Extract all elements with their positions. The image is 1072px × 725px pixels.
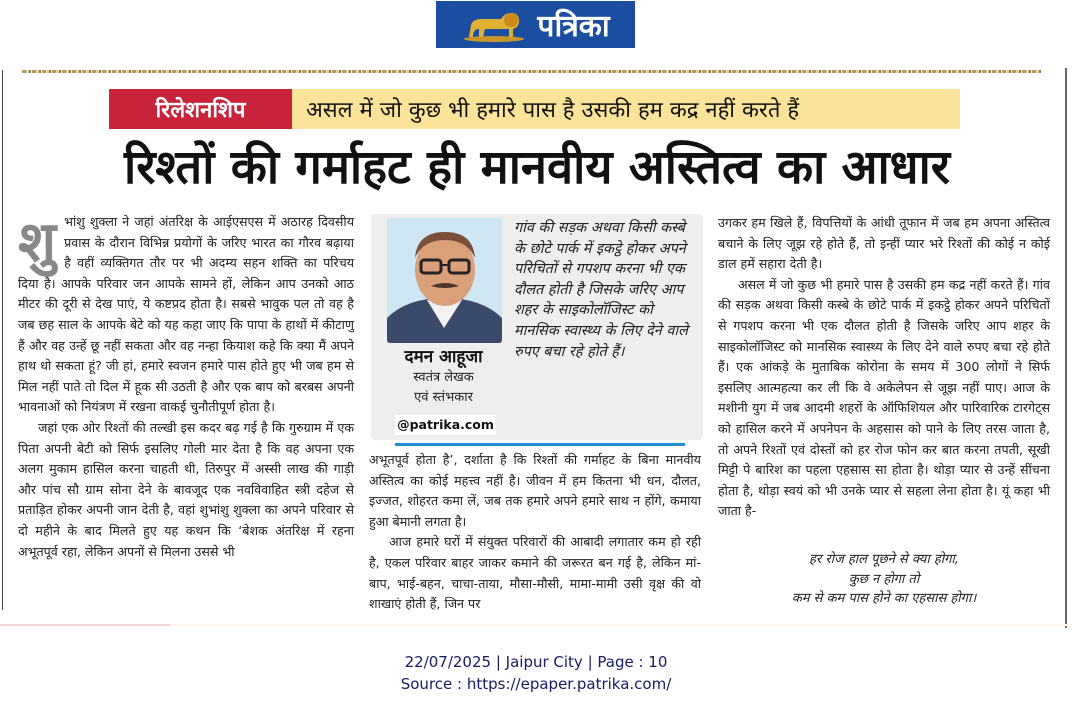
kicker-text: असल में जो कुछ भी हमारे पास है उसकी हम कद्र नहीं करते हैं — [292, 89, 960, 129]
source-link[interactable]: Source : https://epaper.patrika.com/ — [400, 675, 672, 693]
author-box — [371, 214, 703, 440]
poem — [718, 550, 1050, 609]
author-photo — [387, 218, 502, 343]
paragraph: अभूतपूर्व होता है’, दर्शाता है कि रिश्तों की गर्माहट के बिना मानवीय अस्तित्व का कोई महत्त्व नहीं है। जीवन में हम कितना भी धन, दौलत, इज्जत, शोहरत कमा लें, जब तक हमारे अपने हमारे साथ न होंगे, कमाया हुआ बेमानी लगता है। — [369, 452, 701, 529]
decorative-rule — [22, 70, 1042, 73]
page-border-right — [1065, 68, 1067, 628]
paragraph: असल में जो कुछ भी हमारे पास है उसकी हम कद्र नहीं करते हैं। गांव की सड़क अथवा किसी कस्बे के छोटे पार्क में इकट्ठे होकर अपने परिचितों से गपशप करना भी एक दौलत होती है जिसके जरिए आप शहर के साइकोलॉजिस्ट को मानसिक स्वास्थ्य के लिए देने वाले रुपए बचा रहे होते हैं। एक आंकड़े के मुताबिक कोरोना के समय में 300 लोगों ने सिर्फ इसलिए आत्महत्या कर ली कि वे अकेलेपन से जूझ नहीं पाए। आज के मशीनी युग में जब आदमी शहरों के ऑफिशियल और पारिवारिक टारगेट्स को हासिल करने में अपनेपन के अहसास को पाने के लिए तरस जाता है, तो अपने रिश्तों एवं दोस्तों को हर रोज फोन कर बात करना तपती, सूखी मिट्टी पे बारिश का पहला एहसास सा होता है। थोड़ा प्यार से उन्हें सींचना होता है, थोड़ा स्वयं को भी उनके प्यार से सहला लेना होता है। यूं कहा भी जाता है- — [718, 276, 1050, 519]
page-border-left — [2, 70, 3, 610]
pull-quote: गांव की सड़क अथवा किसी कस्बे के छोटे पार्क में इकट्ठे होकर अपने परिचितों से गपशप करना भी एक दौलत होती है जिसके जरिए आप शहर के साइकोलॉजिस्ट को मानसिक स्वास्थ्य के लिए देने वाले रुपए बचा रहे होते हैं। — [514, 220, 688, 360]
headline: रिश्तों की गर्माहट ही मानवीय अस्तित्व का आधार — [124, 140, 950, 195]
author-role-line: स्वतंत्र लेखक — [413, 370, 474, 385]
kicker-bar — [109, 89, 960, 129]
logo-text: पत्रिका — [537, 9, 610, 44]
section-tag: रिलेशनशिप — [109, 89, 292, 129]
pull-quote-rule — [395, 443, 685, 446]
paragraph: भांशु शुक्ला ने जहां अंतरिक्ष के आईएसएस में अठारह दिवसीय प्रवास के दौरान विभिन्न प्रयोगों के जरिए भारत का गौरव बढ़ाया है वहीं व्यक्तिगत तौर पर भी अदम्य सहन शक्ति का परिचय दिया है। आपके परिवार जन आपके सामने हों, लेकिन आप उनको आठ मीटर की दूरी से देख पाएं, ये कष्टप्रद होता है। सबसे भावुक पल तो वह है जब छह साल के आपके बेटे को यह कहा जाए कि पापा के हाथों में कीटाणु हैं और वह उन्हें छू नहीं सकता और वह नन्हा कियाश कहे कि क्या मैं अपने हाथ धो सकता हूं? जी हां, हमारे स्वजन हमारे पास होते हुए भी जब हम से मिल नहीं पाते तो दिल में हूक सी उठती है और एक बाप को बरबस अपनी भावनाओं को नियंत्रण में रखना वाकई चुनौतीपूर्ण होता है। — [18, 214, 354, 415]
author-role-line: एवं स्तंभकार — [414, 390, 473, 405]
portrait-icon — [387, 218, 502, 343]
dropcap: शु — [18, 210, 57, 275]
paragraph: आज हमारे घरों में संयुक्त परिवारों की आबादी लगातार कम हो रही है, एकल परिवार बाहर जाकर कमाने की जरूरत बन गई है, लेकिन मां-बाप, भाई-बहन, चाचा-ताया, मौसा-मौसी, मामा-मामी उसी वृक्ष की वो शाखाएं होती हैं, जिन पर — [369, 534, 701, 612]
poem-line: कुछ न होगा तो — [848, 571, 920, 587]
source-footer — [0, 651, 1072, 695]
author-role — [381, 368, 506, 408]
author-name: दमन आहूजा — [404, 347, 483, 367]
paragraph: उगकर हम खिले हैं, विपत्तियों के आंधी तूफान में जब हम अपना अस्तित्व बचाने के लिए जूझ रहे होते हैं, तो इन्हीं प्यार भरे रिश्तों की कोई न कोई डाल हमें सहारा देती है। — [718, 215, 1050, 272]
publication-info: 22/07/2025 | Jaipur City | Page : 10 — [404, 653, 668, 671]
author-handle: @patrika.com — [395, 415, 496, 435]
poem-line: कम से कम पास होने का एहसास होगा। — [791, 591, 977, 606]
paragraph: जहां एक ओर रिश्तों की तल्खी इस कदर बढ़ गई है कि गुरुग्राम में एक पिता अपनी बेटी को सिर्फ इसलिए गोली मार देता है कि वह अपना एक अलग मुकाम हासिल करना चाहती थी, तिरुपुर में अस्सी लाख की गाड़ी और पांच सौ ग्राम सोना देने के बावजूद एक नवविवाहित स्त्री दहेज से प्रताड़ित होकर अपनी जान देती है, वहां शुभांशु शुक्ला का अपने परिवार से दो महीने के बाद मिलते हुए यह कथन कि ‘बेशक अंतरिक्ष में रहना अभूतपूर्व रहा, लेकिन अपनों से मिलना उससे भी — [18, 419, 354, 559]
poem-line: हर रोज हाल पूछने से क्या होगा, — [809, 552, 959, 567]
lion-icon — [461, 7, 527, 43]
bottom-rule — [0, 624, 1072, 626]
article-column-1 — [18, 212, 354, 562]
article-column-3 — [718, 213, 1050, 522]
masthead-logo — [436, 1, 635, 48]
article-column-2 — [369, 450, 701, 615]
